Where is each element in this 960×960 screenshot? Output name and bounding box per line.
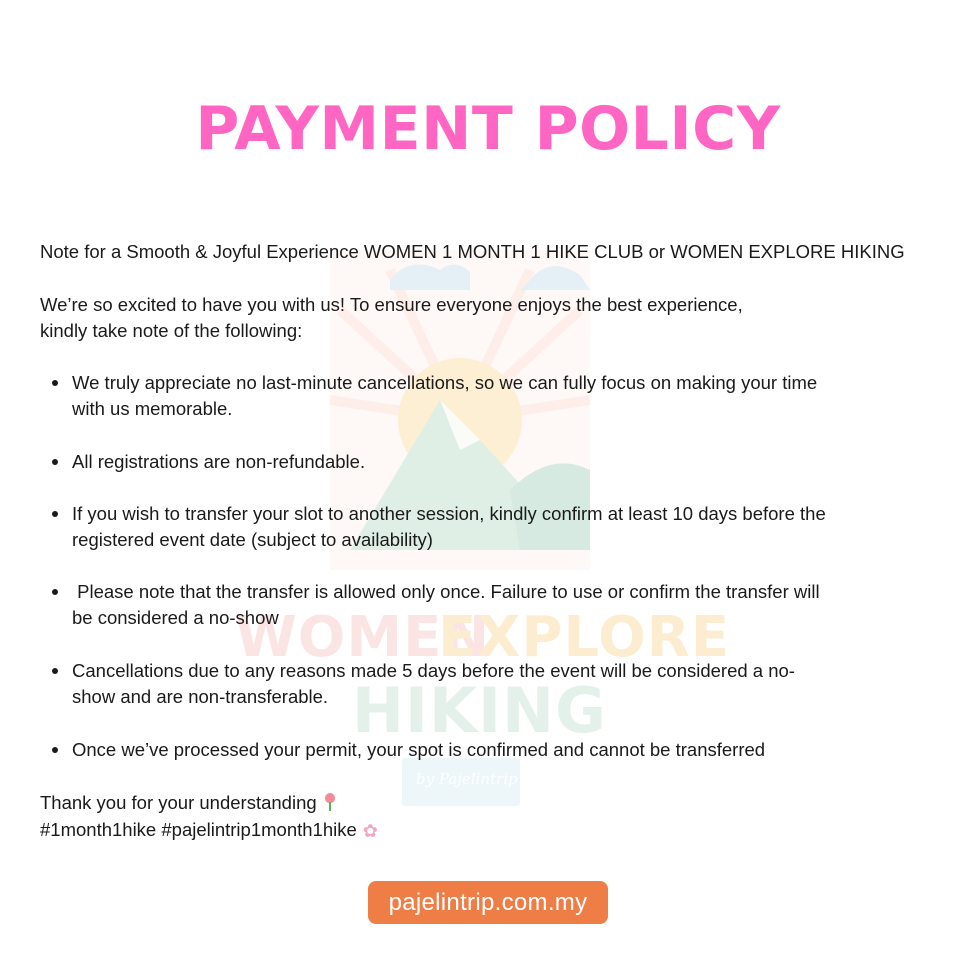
intro-note: Note for a Smooth & Joyful Experience WOMEN 1 MONTH 1 HIKE CLUB or WOMEN EXPLORE HIKING xyxy=(40,241,905,262)
list-item-line1: Once we’ve processed your permit, your spot is confirmed and cannot be transferred xyxy=(72,739,766,760)
watermark-tag-text: by Pajelintrip xyxy=(416,770,518,788)
intro-welcome-line2: kindly take note of the following: xyxy=(40,320,303,341)
watermark-word-explore: EXPLORE xyxy=(438,605,731,670)
list-item-line1: We truly appreciate no last-minute cancellations, so we can fully focus on making your time xyxy=(72,372,818,393)
list-item-line2: be considered a no-show xyxy=(72,607,279,628)
hashtags-label: #1month1hike #pajelintrip1month1hike xyxy=(40,819,357,840)
watermark-word-hiking: HIKING xyxy=(352,674,607,747)
cherry-blossom-icon: ✿ xyxy=(362,821,378,841)
list-item xyxy=(40,501,955,553)
watermark-word-women: WOMEN xyxy=(235,605,491,670)
tulip-icon xyxy=(323,793,337,811)
list-item xyxy=(40,449,955,475)
website-link-button[interactable]: pajelintrip.com.my xyxy=(368,881,608,924)
list-item-line2: with us memorable. xyxy=(72,398,233,419)
list-item-line1: Please note that the transfer is allowed only once. Failure to use or confirm the transfer will xyxy=(72,581,820,602)
bullet-icon xyxy=(52,511,58,517)
intro-welcome xyxy=(40,292,743,344)
page-title: PAYMENT POLICY xyxy=(195,94,781,164)
thanks-label: Thank you for your understanding xyxy=(40,792,317,813)
hashtags-text xyxy=(40,817,378,844)
list-item-line2: registered event date (subject to availability) xyxy=(72,529,433,550)
list-item xyxy=(40,579,955,631)
list-item xyxy=(40,737,955,763)
list-item-line1: Cancellations due to any reasons made 5 days before the event will be considered a no- xyxy=(72,660,795,681)
bullet-icon xyxy=(52,459,58,465)
list-item xyxy=(40,370,955,422)
bullet-icon xyxy=(52,668,58,674)
list-item-line1: If you wish to transfer your slot to another session, kindly confirm at least 10 days before the xyxy=(72,503,826,524)
list-item-line1: All registrations are non-refundable. xyxy=(72,451,366,472)
watermark-tag xyxy=(402,758,520,806)
list-item xyxy=(40,658,955,710)
list-item-line2: show and are non-transferable. xyxy=(72,686,329,707)
intro-welcome-line1: We’re so excited to have you with us! To ensure everyone enjoys the best experience, xyxy=(40,294,743,315)
bullet-icon xyxy=(52,380,58,386)
thanks-text xyxy=(40,790,337,816)
bullet-icon xyxy=(52,747,58,753)
bullet-icon xyxy=(52,589,58,595)
